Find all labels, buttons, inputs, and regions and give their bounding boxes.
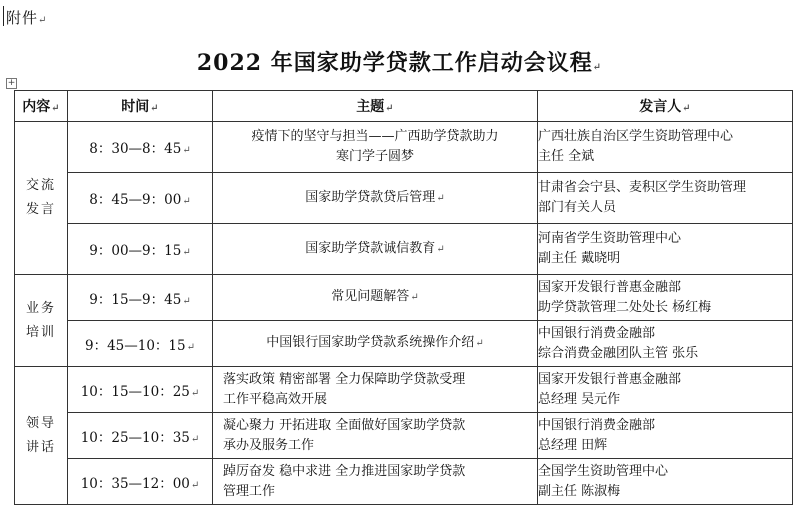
speaker-cell: 河南省学生资助管理中心 副主任 戴晓明 <box>538 224 793 275</box>
time-cell: 9：45—10：15↵ <box>68 321 213 367</box>
category-cell: 交流 发言 <box>15 122 68 275</box>
time-cell: 8：45—9：00↵ <box>68 173 213 224</box>
table-header-row <box>15 91 793 122</box>
time-cell: 10：25—10：35↵ <box>68 413 213 459</box>
attachment-label: 附件↵ <box>6 9 48 27</box>
header-time: 时间↵ <box>68 91 213 122</box>
category-cell: 业务 培训 <box>15 275 68 367</box>
table-row <box>15 122 793 173</box>
time-cell: 9：15—9：45↵ <box>68 275 213 321</box>
time-cell: 10：15—10：25↵ <box>68 367 213 413</box>
speaker-cell: 中国银行消费金融部 总经理 田辉 <box>538 413 793 459</box>
time-cell: 10：35—12：00↵ <box>68 459 213 505</box>
speaker-cell: 国家开发银行普惠金融部 助学贷款管理二处处长 杨红梅 <box>538 275 793 321</box>
document-title: 2022 年国家助学贷款工作启动会议程↵ <box>196 50 603 76</box>
topic-cell: 凝心聚力 开拓进取 全面做好国家助学贷款 承办及服务工作 <box>213 413 538 459</box>
topic-cell: 踔厉奋发 稳中求进 全力推进国家助学贷款 管理工作 <box>213 459 538 505</box>
table-move-handle-icon[interactable]: + <box>7 78 16 88</box>
text-cursor <box>3 6 4 26</box>
table-row <box>15 459 793 505</box>
speaker-cell: 中国银行消费金融部 综合消费金融团队主管 张乐 <box>538 321 793 367</box>
category-cell: 领导 讲话 <box>15 367 68 505</box>
table-row <box>15 321 793 367</box>
topic-cell: 国家助学贷款贷后管理↵ <box>213 173 538 224</box>
speaker-cell: 广西壮族自治区学生资助管理中心 主任 全斌 <box>538 122 793 173</box>
table-row <box>15 224 793 275</box>
topic-cell: 疫情下的坚守与担当——广西助学贷款助力 寒门学子圆梦 <box>213 122 538 173</box>
speaker-cell: 全国学生资助管理中心 副主任 陈淑梅 <box>538 459 793 505</box>
topic-cell: 落实政策 精密部署 全力保障助学贷款受理 工作平稳高效开展 <box>213 367 538 413</box>
topic-cell: 中国银行国家助学贷款系统操作介绍↵ <box>213 321 538 367</box>
table-row <box>15 275 793 321</box>
time-cell: 8：30—8：45↵ <box>68 122 213 173</box>
topic-cell: 常见问题解答↵ <box>213 275 538 321</box>
table-row <box>15 173 793 224</box>
header-speaker: 发言人↵ <box>538 91 793 122</box>
topic-cell: 国家助学贷款诚信教育↵ <box>213 224 538 275</box>
speaker-cell: 甘肃省会宁县、麦积区学生资助管理 部门有关人员 <box>538 173 793 224</box>
table-row <box>15 413 793 459</box>
speaker-cell: 国家开发银行普惠金融部 总经理 吴元作 <box>538 367 793 413</box>
header-content: 内容↵ <box>15 91 68 122</box>
time-cell: 9：00—9：15↵ <box>68 224 213 275</box>
header-topic: 主题↵ <box>213 91 538 122</box>
agenda-table <box>14 90 793 505</box>
table-row <box>15 367 793 413</box>
